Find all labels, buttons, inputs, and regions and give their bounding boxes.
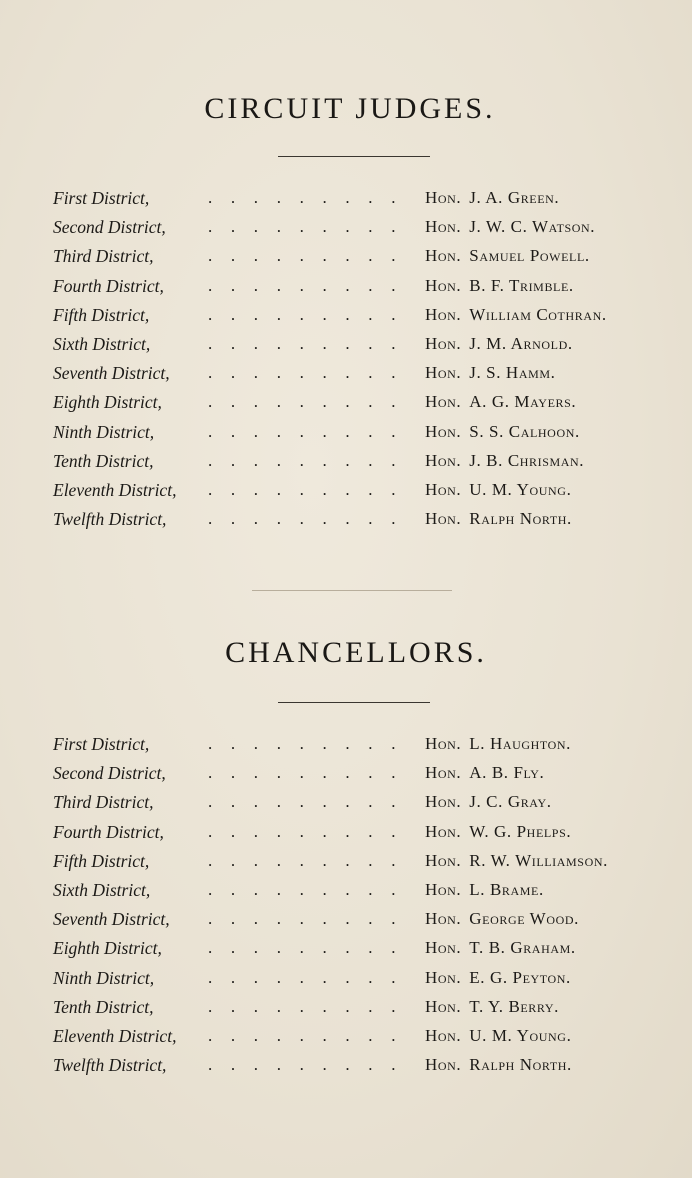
honorific: Hon. bbox=[425, 421, 462, 441]
official-name bbox=[425, 849, 608, 873]
person-name: J. S. Hamm. bbox=[469, 363, 556, 383]
dot-leaders: . . . . . . . . . bbox=[208, 275, 403, 295]
district-label: First District, bbox=[53, 734, 150, 754]
heading-rule bbox=[278, 156, 430, 157]
official-name bbox=[425, 820, 571, 844]
official-name bbox=[425, 995, 559, 1019]
person-name: A. B. Fly. bbox=[469, 763, 545, 783]
list-item bbox=[0, 936, 692, 965]
official-name bbox=[425, 907, 579, 931]
official-name bbox=[425, 420, 580, 444]
chancellors-heading: CHANCELLORS. bbox=[225, 636, 487, 669]
district-label: Seventh District, bbox=[53, 909, 170, 930]
list-item bbox=[0, 332, 692, 361]
dot-leaders: . . . . . . . . . bbox=[208, 246, 403, 266]
official-name bbox=[425, 732, 571, 756]
person-name: W. G. Phelps. bbox=[469, 821, 572, 841]
dot-leaders: . . . . . . . . . bbox=[208, 392, 403, 412]
person-name: J. W. C. Watson. bbox=[469, 217, 596, 237]
person-name: U. M. Young. bbox=[469, 479, 572, 499]
official-name bbox=[425, 215, 595, 239]
district-label: Tenth District, bbox=[53, 450, 154, 471]
district-label: Eighth District, bbox=[53, 392, 162, 413]
honorific: Hon. bbox=[425, 850, 462, 870]
district-label: Ninth District, bbox=[53, 421, 155, 442]
list-item bbox=[0, 390, 692, 419]
official-name bbox=[425, 478, 571, 502]
list-item bbox=[0, 761, 692, 790]
official-name bbox=[425, 790, 552, 814]
list-item bbox=[0, 878, 692, 907]
honorific: Hon. bbox=[425, 1025, 462, 1045]
official-name bbox=[425, 966, 571, 990]
person-name: L. Haughton. bbox=[469, 734, 571, 753]
dot-leaders: . . . . . . . . . bbox=[208, 996, 403, 1016]
honorific: Hon. bbox=[425, 450, 462, 470]
honorific: Hon. bbox=[425, 792, 462, 812]
district-label: Twelfth District, bbox=[53, 509, 167, 530]
honorific: Hon. bbox=[425, 333, 462, 353]
honorific: Hon. bbox=[425, 938, 462, 958]
person-name: T. Y. Berry. bbox=[469, 996, 559, 1016]
district-label: Third District, bbox=[53, 246, 154, 267]
district-label: Fifth District, bbox=[53, 304, 150, 325]
honorific: Hon. bbox=[425, 996, 462, 1016]
section-divider bbox=[252, 590, 452, 591]
official-name bbox=[425, 303, 607, 327]
official-name bbox=[425, 1053, 572, 1077]
person-name: L. Brame. bbox=[469, 879, 544, 899]
list-item bbox=[0, 186, 692, 215]
district-label: Second District, bbox=[53, 217, 166, 238]
dot-leaders: . . . . . . . . . bbox=[208, 821, 403, 841]
list-item bbox=[0, 1024, 692, 1053]
person-name: J. M. Arnold. bbox=[469, 333, 573, 353]
official-name bbox=[425, 186, 559, 210]
person-name: S. S. Calhoon. bbox=[469, 421, 580, 441]
dot-leaders: . . . . . . . . . bbox=[208, 1025, 403, 1045]
person-name: J. B. Chrisman. bbox=[469, 450, 585, 470]
person-name: U. M. Young. bbox=[469, 1025, 572, 1045]
person-name: E. G. Peyton. bbox=[469, 967, 571, 987]
honorific: Hon. bbox=[425, 217, 462, 237]
dot-leaders: . . . . . . . . . bbox=[208, 1055, 403, 1075]
list-item bbox=[0, 478, 692, 507]
honorific: Hon. bbox=[425, 734, 462, 753]
district-label: Fourth District, bbox=[53, 275, 164, 296]
list-item bbox=[0, 849, 692, 878]
person-name: R. W. Williamson. bbox=[469, 850, 608, 870]
dot-leaders: . . . . . . . . . bbox=[208, 850, 403, 870]
honorific: Hon. bbox=[425, 763, 462, 783]
circuit-judges-list bbox=[0, 186, 692, 536]
district-label: Fourth District, bbox=[53, 821, 164, 842]
district-label: First District, bbox=[53, 188, 150, 208]
official-name bbox=[425, 244, 590, 268]
list-item bbox=[0, 420, 692, 449]
district-label: Fifth District, bbox=[53, 850, 150, 871]
dot-leaders: . . . . . . . . . bbox=[208, 509, 403, 529]
district-label: Seventh District, bbox=[53, 363, 170, 384]
official-name bbox=[425, 1024, 571, 1048]
dot-leaders: . . . . . . . . . bbox=[208, 333, 403, 353]
honorific: Hon. bbox=[425, 304, 462, 324]
district-label: Third District, bbox=[53, 792, 154, 813]
dot-leaders: . . . . . . . . . bbox=[208, 909, 403, 929]
dot-leaders: . . . . . . . . . bbox=[208, 188, 403, 207]
official-name bbox=[425, 390, 576, 414]
official-name bbox=[425, 507, 572, 531]
dot-leaders: . . . . . . . . . bbox=[208, 479, 403, 499]
list-item bbox=[0, 820, 692, 849]
district-label: Eleventh District, bbox=[53, 479, 177, 500]
dot-leaders: . . . . . . . . . bbox=[208, 217, 403, 237]
list-item bbox=[0, 1053, 692, 1082]
heading-rule bbox=[278, 702, 430, 703]
district-label: Tenth District, bbox=[53, 996, 154, 1017]
person-name: T. B. Graham. bbox=[469, 938, 576, 958]
honorific: Hon. bbox=[425, 967, 462, 987]
list-item bbox=[0, 995, 692, 1024]
person-name: William Cothran. bbox=[469, 304, 607, 324]
official-name bbox=[425, 449, 584, 473]
honorific: Hon. bbox=[425, 363, 462, 383]
dot-leaders: . . . . . . . . . bbox=[208, 763, 403, 783]
list-item bbox=[0, 790, 692, 819]
list-item bbox=[0, 215, 692, 244]
chancellors-list bbox=[0, 732, 692, 1082]
list-item bbox=[0, 907, 692, 936]
person-name: Samuel Powell. bbox=[469, 246, 590, 266]
district-label: Eighth District, bbox=[53, 938, 162, 959]
dot-leaders: . . . . . . . . . bbox=[208, 938, 403, 958]
district-label: Ninth District, bbox=[53, 967, 155, 988]
official-name bbox=[425, 274, 574, 298]
official-name bbox=[425, 761, 544, 785]
honorific: Hon. bbox=[425, 879, 462, 899]
dot-leaders: . . . . . . . . . bbox=[208, 879, 403, 899]
district-label: Eleventh District, bbox=[53, 1025, 177, 1046]
list-item bbox=[0, 732, 692, 761]
honorific: Hon. bbox=[425, 246, 462, 266]
list-item bbox=[0, 966, 692, 995]
person-name: J. A. Green. bbox=[469, 188, 560, 207]
person-name: George Wood. bbox=[469, 909, 579, 929]
person-name: Ralph North. bbox=[469, 509, 572, 529]
official-name bbox=[425, 936, 576, 960]
list-item bbox=[0, 449, 692, 478]
dot-leaders: . . . . . . . . . bbox=[208, 450, 403, 470]
list-item bbox=[0, 274, 692, 303]
list-item bbox=[0, 361, 692, 390]
honorific: Hon. bbox=[425, 188, 462, 207]
district-label: Sixth District, bbox=[53, 879, 151, 900]
district-label: Twelfth District, bbox=[53, 1055, 167, 1076]
honorific: Hon. bbox=[425, 1055, 462, 1075]
dot-leaders: . . . . . . . . . bbox=[208, 363, 403, 383]
dot-leaders: . . . . . . . . . bbox=[208, 421, 403, 441]
dot-leaders: . . . . . . . . . bbox=[208, 304, 403, 324]
list-item bbox=[0, 507, 692, 536]
list-item bbox=[0, 303, 692, 332]
dot-leaders: . . . . . . . . . bbox=[208, 792, 403, 812]
list-item bbox=[0, 244, 692, 273]
person-name: Ralph North. bbox=[469, 1055, 572, 1075]
honorific: Hon. bbox=[425, 392, 462, 412]
honorific: Hon. bbox=[425, 509, 462, 529]
dot-leaders: . . . . . . . . . bbox=[208, 734, 403, 753]
dot-leaders: . . . . . . . . . bbox=[208, 967, 403, 987]
honorific: Hon. bbox=[425, 821, 462, 841]
person-name: B. F. Trimble. bbox=[469, 275, 574, 295]
honorific: Hon. bbox=[425, 275, 462, 295]
person-name: A. G. Mayers. bbox=[469, 392, 577, 412]
district-label: Sixth District, bbox=[53, 333, 151, 354]
official-name bbox=[425, 332, 573, 356]
district-label: Second District, bbox=[53, 763, 166, 784]
official-name bbox=[425, 878, 544, 902]
person-name: J. C. Gray. bbox=[469, 792, 552, 812]
circuit-judges-heading: CIRCUIT JUDGES. bbox=[204, 92, 496, 125]
honorific: Hon. bbox=[425, 909, 462, 929]
official-name bbox=[425, 361, 555, 385]
honorific: Hon. bbox=[425, 479, 462, 499]
